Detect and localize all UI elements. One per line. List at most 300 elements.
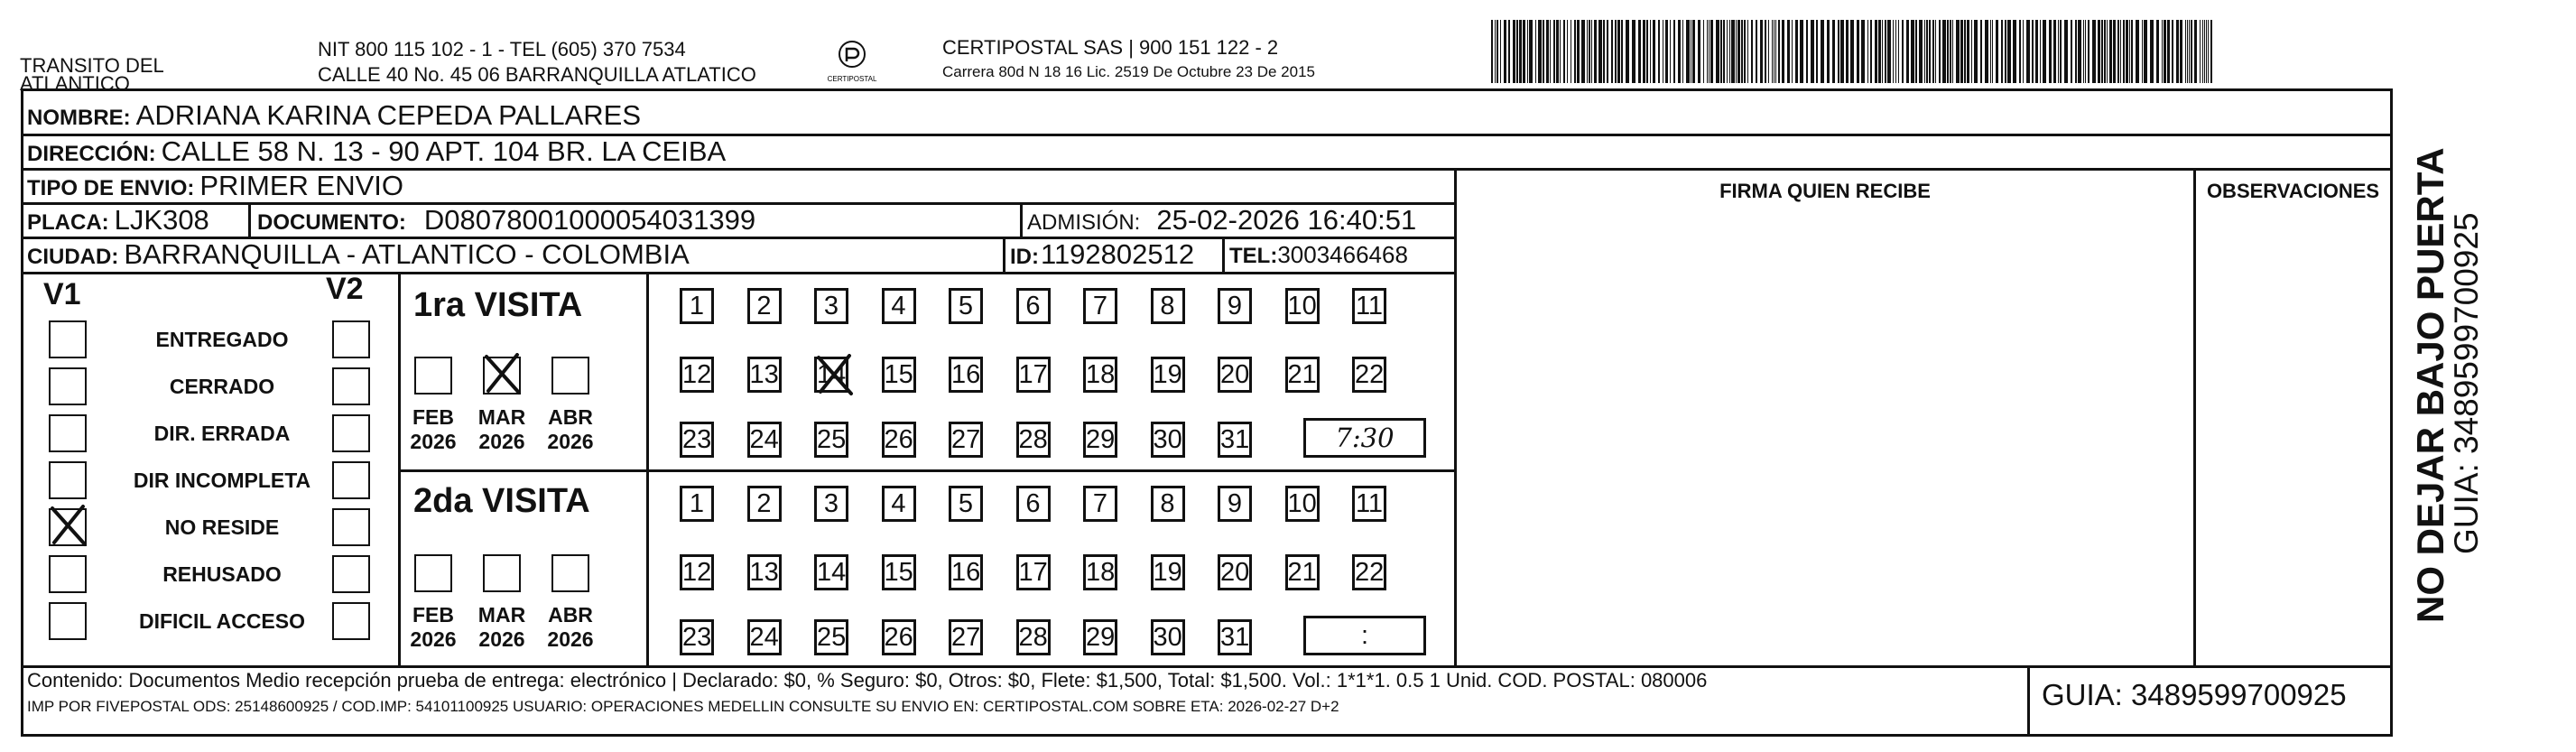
- barcode-bar: [2210, 20, 2212, 83]
- visit1-day-box[interactable]: [680, 288, 714, 324]
- barcode-bar: [2049, 20, 2052, 83]
- barcode-bar: [1919, 20, 1923, 83]
- barcode-bar: [2060, 20, 2062, 83]
- nombre-row: [27, 100, 641, 134]
- barcode-bar: [1589, 20, 1590, 83]
- visit2-day-number: 15: [884, 558, 913, 587]
- visit2-day-box[interactable]: [949, 619, 983, 655]
- v2-checkbox[interactable]: [332, 367, 370, 405]
- barcode-bar: [1546, 20, 1549, 83]
- barcode-bar: [2001, 20, 2003, 83]
- visit1-year-label: 2026: [410, 430, 457, 453]
- id-value: 1192802512: [1041, 238, 1195, 270]
- visit2-day-box[interactable]: [1218, 554, 1252, 590]
- visit2-day-box[interactable]: [882, 486, 916, 522]
- visit1-day-number: 19: [1153, 360, 1182, 389]
- barcode-bar: [1543, 20, 1544, 83]
- barcode-bar: [1710, 20, 1713, 83]
- barcode-bar: [1778, 20, 1780, 83]
- visit1-day-box[interactable]: [814, 357, 848, 393]
- barcode-bar: [1882, 20, 1883, 83]
- barcode-bar: [1915, 20, 1917, 83]
- visit1-day-box[interactable]: [1151, 288, 1185, 324]
- visit2-day-number: 29: [1086, 623, 1116, 652]
- barcode-bar: [1760, 20, 1763, 83]
- barcode-bar: [1665, 20, 1668, 83]
- visit1-day-number: 4: [891, 292, 906, 320]
- barcode-bar: [1737, 20, 1740, 83]
- barcode-bar: [2172, 20, 2173, 83]
- visit1-month-checkbox[interactable]: [483, 357, 521, 395]
- visit1-day-box[interactable]: [747, 357, 782, 393]
- visit1-day-number: 30: [1153, 425, 1182, 454]
- visit2-month-checkbox[interactable]: [414, 554, 452, 592]
- barcode-bar: [2142, 20, 2143, 83]
- status-label: CERRADO: [169, 375, 275, 398]
- barcode-bar: [1658, 20, 1660, 83]
- barcode-bar: [1611, 20, 1613, 83]
- visit1-day-box[interactable]: [1083, 357, 1117, 393]
- visit2-day-box[interactable]: [1151, 619, 1185, 655]
- barcode-bar: [1563, 20, 1565, 83]
- visit2-day-number: 23: [682, 623, 712, 652]
- visit2-day-box[interactable]: [1151, 554, 1185, 590]
- barcode-bar: [1591, 20, 1592, 83]
- barcode-bar: [2185, 20, 2186, 83]
- visit1-day-box[interactable]: [814, 288, 848, 324]
- visit1-day-box[interactable]: [949, 288, 983, 324]
- visit2-day-number: 21: [1287, 558, 1317, 587]
- visit1-day-box[interactable]: [1352, 288, 1386, 324]
- tel-value: 3003466468: [1277, 241, 1408, 268]
- v1-checkbox[interactable]: [49, 461, 87, 499]
- visit2-day-box[interactable]: [1016, 619, 1051, 655]
- visit2-day-number: 27: [951, 623, 981, 652]
- visit1-day-number: 11: [1355, 292, 1384, 320]
- impresion-info: IMP POR FIVEPOSTAL ODS: 25148600925 / COD.IMP: 54101100925 USUARIO: OPERACIONES MEDELLIN CONSULTE SU ENVIO EN: CERTIPOSTAL.COM SOBRE ETA: 2026-02-27 D+2: [27, 698, 1339, 715]
- visit1-day-box[interactable]: [1285, 357, 1320, 393]
- barcode-bar: [1727, 20, 1728, 83]
- visit2-day-number: 22: [1355, 558, 1385, 587]
- barcode-bar: [2013, 20, 2016, 83]
- barcode-bar: [1926, 20, 1928, 83]
- visit1-day-box[interactable]: [747, 288, 782, 324]
- barcode-bar: [1638, 20, 1641, 83]
- barcode-bar: [1686, 20, 1690, 83]
- visit1-time-box[interactable]: 7:30: [1303, 418, 1426, 458]
- visit2-day-number: 30: [1153, 623, 1182, 652]
- barcode-bar: [1646, 20, 1648, 83]
- barcode-bar: [1504, 20, 1506, 83]
- barcode-bar: [1756, 20, 1757, 83]
- barcode-bar: [1878, 20, 1881, 83]
- visit2-day-number: 2: [756, 489, 772, 518]
- visit1-month-label: FEB: [412, 405, 454, 429]
- admision-value: 25-02-2026 16:40:51: [1156, 204, 1417, 236]
- barcode-bar: [2187, 20, 2188, 83]
- visit1-year-label: 2026: [478, 430, 525, 453]
- barcode-bar: [2040, 20, 2041, 83]
- barcode-bar: [2064, 20, 2068, 83]
- side-guia: GUIA: 3489599700925: [2448, 212, 2485, 554]
- barcode-bar: [1495, 20, 1496, 83]
- visit2-month-label: ABR: [548, 603, 593, 627]
- visit1-day-number: 9: [1227, 292, 1243, 320]
- v2-checkbox[interactable]: [332, 508, 370, 546]
- v1-checkbox[interactable]: [49, 320, 87, 358]
- visit2-day-box[interactable]: [1016, 554, 1051, 590]
- visit1-day-box[interactable]: [1016, 357, 1051, 393]
- barcode-bar: [1867, 20, 1868, 83]
- visit1-day-box[interactable]: [1016, 288, 1051, 324]
- signature-area[interactable]: [1457, 205, 2193, 665]
- visit1-day-number: 6: [1025, 292, 1041, 320]
- barcode-bar: [1751, 20, 1753, 83]
- barcode-bar: [1950, 20, 1951, 83]
- barcode-bar: [1670, 20, 1671, 83]
- barcode-bar: [2043, 20, 2046, 83]
- barcode-bar: [2126, 20, 2128, 83]
- barcode-bar: [2019, 20, 2021, 83]
- visit2-day-number: 31: [1220, 623, 1250, 652]
- barcode-bar: [1703, 20, 1704, 83]
- barcode-bar: [2117, 20, 2119, 83]
- visit1-day-box[interactable]: [680, 357, 714, 393]
- visit1-day-box[interactable]: [1083, 288, 1117, 324]
- visit2-day-box[interactable]: [1083, 554, 1117, 590]
- barcode-bar: [1567, 20, 1568, 83]
- visit2-year-label: 2026: [478, 627, 525, 651]
- barcode-bar: [2101, 20, 2103, 83]
- visit2-day-box[interactable]: [949, 486, 983, 522]
- visit2-day-number: 6: [1025, 489, 1041, 518]
- barcode-bar: [2189, 20, 2190, 83]
- barcode-bar: [1816, 20, 1818, 83]
- status-label: DIFICIL ACCESO: [138, 609, 305, 633]
- visit1-day-box[interactable]: [949, 357, 983, 393]
- tel-row: [1229, 239, 1408, 272]
- barcode-bar: [1935, 20, 1936, 83]
- visit2-day-number: 5: [958, 489, 974, 518]
- visit1-day-box[interactable]: [1151, 357, 1185, 393]
- barcode-bar: [1538, 20, 1542, 83]
- visit1-day-box[interactable]: [814, 422, 848, 458]
- barcode-bar: [1887, 20, 1891, 83]
- visit2-day-box[interactable]: [1083, 619, 1117, 655]
- barcode-bar: [1513, 20, 1515, 83]
- visit1-month-label: MAR: [477, 405, 526, 429]
- barcode-bar: [1996, 20, 1998, 83]
- v1-header: V1: [43, 277, 81, 311]
- visit1-day-box[interactable]: [949, 422, 983, 458]
- visit2-day-number: 18: [1086, 558, 1116, 587]
- barcode-bar: [2156, 20, 2159, 83]
- barcode-bar: [2206, 20, 2207, 83]
- barcode-bar: [1992, 20, 1993, 83]
- direccion-value: CALLE 58 N. 13 - 90 APT. 104 BR. LA CEIBA: [161, 135, 727, 167]
- barcode-bar: [2007, 20, 2011, 83]
- tipo-envio-label: TIPO DE ENVIO:: [27, 176, 195, 200]
- barcode-bar: [2162, 20, 2163, 83]
- visit2-day-box[interactable]: [747, 554, 782, 590]
- visit1-day-number: 1: [689, 292, 705, 320]
- documento-label: DOCUMENTO:: [257, 210, 406, 235]
- visit1-day-number: 26: [884, 425, 913, 454]
- direccion-row: [27, 136, 726, 170]
- visit1-day-number: 7: [1092, 292, 1108, 320]
- barcode-bar: [1523, 20, 1525, 83]
- nombre-label: NOMBRE:: [27, 106, 131, 130]
- barcode-bar: [2092, 20, 2096, 83]
- barcode-bar: [1496, 20, 1498, 83]
- v2-checkbox[interactable]: [332, 320, 370, 358]
- barcode-bar: [1621, 20, 1623, 83]
- barcode-bar: [1952, 20, 1953, 83]
- visit1-day-number: 18: [1086, 360, 1116, 389]
- visit2-time-box[interactable]: :: [1303, 616, 1426, 655]
- barcode-bar: [1906, 20, 1909, 83]
- v2-checkbox[interactable]: [332, 602, 370, 640]
- visit2-day-box[interactable]: [814, 619, 848, 655]
- barcode-bar: [2032, 20, 2034, 83]
- admision-row: [1027, 205, 1416, 238]
- visit1-day-box[interactable]: [1218, 422, 1252, 458]
- visit1-day-box[interactable]: [1218, 288, 1252, 324]
- visit2-day-box[interactable]: [814, 554, 848, 590]
- barcode-bar: [2088, 20, 2090, 83]
- visit2-day-box[interactable]: [680, 486, 714, 522]
- barcode-bar: [1985, 20, 1988, 83]
- visit1-day-box[interactable]: [882, 422, 916, 458]
- v2-checkbox[interactable]: [332, 555, 370, 593]
- visit2-day-box[interactable]: [1218, 619, 1252, 655]
- visit1-day-box[interactable]: [1083, 422, 1117, 458]
- v1-checkbox[interactable]: [49, 367, 87, 405]
- barcode-bar: [1707, 20, 1708, 83]
- barcode-bar: [1508, 20, 1510, 83]
- barcode-bar: [1731, 20, 1735, 83]
- barcode-bar: [2085, 20, 2086, 83]
- barcode-bar: [2078, 20, 2081, 83]
- visit2-day-box[interactable]: [949, 554, 983, 590]
- barcode-bar: [1516, 20, 1518, 83]
- visit1-day-number: 2: [756, 292, 772, 320]
- barcode-bar: [1574, 20, 1576, 83]
- certipostal-logo: [823, 38, 881, 85]
- barcode-bar: [1964, 20, 1966, 83]
- status-label: ENTREGADO: [155, 328, 289, 351]
- barcode-bar: [1587, 20, 1588, 83]
- company-info: CERTIPOSTAL SAS | 900 151 122 - 2: [942, 36, 1279, 59]
- barcode-bar: [1875, 20, 1877, 83]
- barcode-bar: [1553, 20, 1555, 83]
- visit2-day-box[interactable]: [882, 554, 916, 590]
- v1-checkbox[interactable]: [49, 602, 87, 640]
- barcode-bar: [1846, 20, 1849, 83]
- barcode-bar: [1895, 20, 1896, 83]
- id-row: [1010, 239, 1194, 273]
- visit2-day-number: 13: [749, 558, 779, 587]
- visit2-day-box[interactable]: [747, 486, 782, 522]
- barcode-bar: [1956, 20, 1960, 83]
- v2-checkbox[interactable]: [332, 461, 370, 499]
- barcode-bar: [1550, 20, 1551, 83]
- barcode-bar: [1932, 20, 1934, 83]
- observations-column-header: OBSERVACIONES: [2206, 180, 2380, 202]
- barcode-bar: [1598, 20, 1602, 83]
- status-label: DIR. ERRADA: [153, 422, 291, 445]
- v1-checkbox[interactable]: [49, 555, 87, 593]
- v1-checkbox[interactable]: [49, 508, 87, 546]
- visit1-day-box[interactable]: [882, 357, 916, 393]
- barcode-bar: [1924, 20, 1925, 83]
- barcode-bar: [1795, 20, 1798, 83]
- visit2-day-number: 19: [1153, 558, 1182, 587]
- visit2-day-box[interactable]: [1083, 486, 1117, 522]
- barcode-bar: [2164, 20, 2166, 83]
- direccion-label: DIRECCIÓN:: [27, 142, 156, 166]
- barcode-bar: [1603, 20, 1605, 83]
- status-label: NO RESIDE: [164, 515, 280, 539]
- visit1-day-number: 25: [817, 425, 847, 454]
- visit1-day-box[interactable]: [1285, 288, 1320, 324]
- observations-area[interactable]: [2196, 205, 2390, 665]
- barcode-bar: [1911, 20, 1914, 83]
- barcode-bar: [2200, 20, 2201, 83]
- barcode-bar: [2167, 20, 2170, 83]
- logo-text: CERTIPOSTAL: [827, 75, 877, 83]
- placa-row: [27, 205, 209, 238]
- barcode-bar: [2104, 20, 2106, 83]
- v1-checkbox[interactable]: [49, 414, 87, 452]
- visit2-day-box[interactable]: [1352, 554, 1386, 590]
- visit2-day-box[interactable]: [814, 486, 848, 522]
- barcode-bar: [2191, 20, 2192, 83]
- barcode-bar: [2075, 20, 2077, 83]
- visit2-month-label: MAR: [477, 603, 526, 627]
- delivery-form: [21, 88, 2393, 737]
- barcode-bar: [2123, 20, 2125, 83]
- visit1-month-label: ABR: [548, 405, 593, 429]
- visit1-month-checkbox[interactable]: [551, 357, 589, 395]
- barcode-bar: [1650, 20, 1651, 83]
- visit2-day-number: 7: [1092, 489, 1108, 518]
- company-license: Carrera 80d N 18 16 Lic. 2519 De Octubre 23 De 2015: [942, 63, 1315, 80]
- visit2-day-box[interactable]: [747, 619, 782, 655]
- barcode-bar: [1990, 20, 1991, 83]
- visit2-month-checkbox[interactable]: [483, 554, 521, 592]
- issuer-nit: NIT 800 115 102 - 1 - TEL (605) 370 7534: [318, 38, 686, 60]
- visit1-day-number: 22: [1355, 360, 1385, 389]
- visit2-month-checkbox[interactable]: [551, 554, 589, 592]
- visit2-day-box[interactable]: [680, 554, 714, 590]
- barcode-bar: [1960, 20, 1963, 83]
- visit1-day-number: 10: [1287, 292, 1317, 320]
- barcode-bar: [1729, 20, 1730, 83]
- visit1-month-checkbox[interactable]: [414, 357, 452, 395]
- visit1-day-number: 8: [1160, 292, 1175, 320]
- visit2-day-box[interactable]: [1352, 486, 1386, 522]
- visit2-day-number: 1: [689, 489, 705, 518]
- barcode-bar: [1768, 20, 1769, 83]
- barcode-bar: [1529, 20, 1533, 83]
- barcode-bar: [1682, 20, 1683, 83]
- barcode-bar: [1491, 20, 1493, 83]
- tipo-envio-row: [27, 171, 403, 204]
- visit1-day-box[interactable]: [680, 422, 714, 458]
- visit2-day-box[interactable]: [1285, 554, 1320, 590]
- visit1-title: 1ra VISITA: [413, 286, 583, 324]
- barcode-bar: [1967, 20, 1969, 83]
- barcode-bar: [2180, 20, 2182, 83]
- visit2-day-box[interactable]: [1016, 486, 1051, 522]
- visit2-year-label: 2026: [410, 627, 457, 651]
- visit2-day-box[interactable]: [680, 619, 714, 655]
- visit1-day-number: 5: [958, 292, 974, 320]
- visit1-day-box[interactable]: [882, 288, 916, 324]
- visit1-day-box[interactable]: [1016, 422, 1051, 458]
- no-dejar-warning: NO DEJAR BAJO PUERTA: [2409, 147, 2451, 623]
- barcode-bar: [1653, 20, 1655, 83]
- barcode-bar: [1827, 20, 1830, 83]
- barcode-bar: [2136, 20, 2139, 83]
- handwritten-x-mark: [481, 353, 524, 396]
- barcode-bar: [2150, 20, 2154, 83]
- visit1-day-number: 27: [951, 425, 981, 454]
- barcode-bar: [1736, 20, 1737, 83]
- visit2-day-box[interactable]: [1218, 486, 1252, 522]
- visit1-day-box[interactable]: [1218, 357, 1252, 393]
- barcode-bar: [1673, 20, 1675, 83]
- barcode-bar: [1626, 20, 1629, 83]
- visit2-day-number: 16: [951, 558, 981, 587]
- visit1-day-box[interactable]: [1352, 357, 1386, 393]
- barcode-bar: [2208, 20, 2209, 83]
- visit2-month-label: FEB: [412, 603, 454, 627]
- visit2-day-box[interactable]: [1285, 486, 1320, 522]
- visit2-day-box[interactable]: [882, 619, 916, 655]
- visit1-day-number: 31: [1220, 425, 1250, 454]
- nombre-value: ADRIANA KARINA CEPEDA PALLARES: [135, 99, 642, 131]
- barcode-bar: [1744, 20, 1746, 83]
- barcode: [1491, 20, 2217, 83]
- barcode-bar: [1772, 20, 1773, 83]
- barcode-bar: [1898, 20, 1899, 83]
- visit1-day-box[interactable]: [747, 422, 782, 458]
- visit1-day-box[interactable]: [1151, 422, 1185, 458]
- visit2-day-number: 8: [1160, 489, 1175, 518]
- visit1-day-number: 24: [749, 425, 779, 454]
- footer-guia: GUIA: 3489599700925: [2042, 678, 2347, 711]
- barcode-bar: [1942, 20, 1946, 83]
- barcode-bar: [2035, 20, 2038, 83]
- barcode-bar: [2204, 20, 2205, 83]
- barcode-bar: [2058, 20, 2059, 83]
- barcode-bar: [1765, 20, 1766, 83]
- barcode-bar: [1811, 20, 1814, 83]
- visit2-day-box[interactable]: [1151, 486, 1185, 522]
- barcode-bar: [2113, 20, 2116, 83]
- visit2-year-label: 2026: [547, 627, 594, 651]
- barcode-bar: [1832, 20, 1835, 83]
- barcode-bar: [2202, 20, 2203, 83]
- barcode-bar: [1850, 20, 1854, 83]
- visit2-day-number: 17: [1018, 558, 1048, 587]
- visit1-day-number: 17: [1018, 360, 1048, 389]
- visit1-day-number: 14: [817, 360, 847, 389]
- v2-checkbox[interactable]: [332, 414, 370, 452]
- barcode-bar: [1792, 20, 1793, 83]
